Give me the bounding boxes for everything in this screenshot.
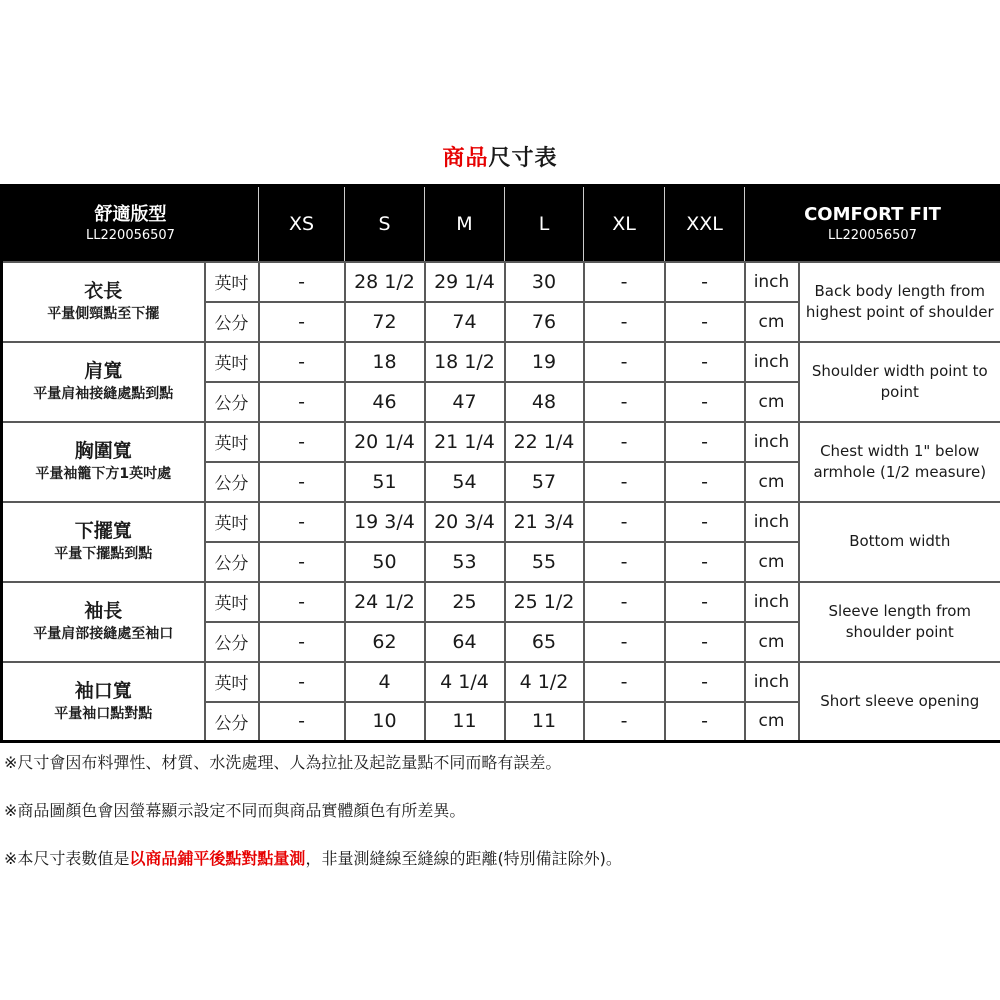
- value-cell: -: [584, 582, 665, 622]
- row-chest-width-inch: [2, 422, 1000, 462]
- value-cell: 50: [345, 542, 425, 582]
- footnote-text: ，非量測縫線至縫線的距離(特別備註除外)。: [305, 849, 622, 868]
- unit-inch-en: inch: [745, 662, 799, 702]
- fit-code-en: LL220056507: [828, 227, 917, 243]
- header-size-s: S: [345, 186, 425, 262]
- value-cell: -: [584, 502, 665, 542]
- value-cell: 4 1/4: [425, 662, 505, 702]
- value-cell: 20 1/4: [345, 422, 425, 462]
- measure-bottom-width-label-cell: [2, 502, 205, 582]
- value-cell: -: [665, 302, 745, 342]
- value-cell: -: [259, 342, 345, 382]
- value-cell: 10: [345, 702, 425, 742]
- measure-name: 衣長: [84, 280, 123, 302]
- measure-name: 肩寬: [84, 360, 123, 382]
- unit-inch-zh: 英吋: [205, 582, 259, 622]
- measure-description: Bottom width: [799, 502, 1000, 582]
- row-sleeve-opening-inch: [2, 662, 1000, 702]
- unit-cm-zh: 公分: [205, 382, 259, 422]
- value-cell: -: [665, 662, 745, 702]
- value-cell: 51: [345, 462, 425, 502]
- measure-description: Sleeve length from shoulder point: [799, 582, 1000, 662]
- value-cell: -: [665, 342, 745, 382]
- value-cell: 19 3/4: [345, 502, 425, 542]
- unit-inch-en: inch: [745, 422, 799, 462]
- value-cell: 57: [505, 462, 584, 502]
- measure-name: 胸圍寬: [74, 440, 132, 462]
- footnote-text: ※尺寸會因布料彈性、材質、水洗處理、人為拉扯及起訖量點不同而略有誤差。: [4, 753, 562, 772]
- value-cell: 74: [425, 302, 505, 342]
- value-cell: 25: [425, 582, 505, 622]
- value-cell: -: [259, 382, 345, 422]
- row-sleeve-length-inch: [2, 582, 1000, 622]
- unit-inch-en: inch: [745, 342, 799, 382]
- value-cell: 48: [505, 382, 584, 422]
- measure-sublabel: 平量側頸點至下擺: [47, 306, 160, 322]
- measure-sleeve-length-label-cell: [2, 582, 205, 662]
- unit-cm-en: cm: [745, 302, 799, 342]
- footnotes: [0, 743, 1000, 868]
- value-cell: -: [584, 622, 665, 662]
- value-cell: 53: [425, 542, 505, 582]
- value-cell: -: [665, 462, 745, 502]
- value-cell: -: [665, 702, 745, 742]
- value-cell: -: [584, 342, 665, 382]
- value-cell: -: [665, 502, 745, 542]
- value-cell: 54: [425, 462, 505, 502]
- value-cell: 28 1/2: [345, 262, 425, 302]
- value-cell: 24 1/2: [345, 582, 425, 622]
- value-cell: -: [665, 622, 745, 662]
- value-cell: 55: [505, 542, 584, 582]
- value-cell: 76: [505, 302, 584, 342]
- size-table-header-row: [2, 186, 1000, 262]
- value-cell: 11: [505, 702, 584, 742]
- unit-cm-zh: 公分: [205, 622, 259, 662]
- value-cell: -: [259, 462, 345, 502]
- value-cell: -: [665, 382, 745, 422]
- measure-description: Short sleeve opening: [799, 662, 1000, 742]
- value-cell: 65: [505, 622, 584, 662]
- measure-sublabel: 平量肩袖接縫處點到點: [33, 386, 174, 402]
- unit-inch-zh: 英吋: [205, 662, 259, 702]
- value-cell: 21 1/4: [425, 422, 505, 462]
- measure-description: Shoulder width point to point: [799, 342, 1000, 422]
- measure-name: 袖長: [84, 600, 123, 622]
- value-cell: 72: [345, 302, 425, 342]
- footnote-color-difference: [4, 801, 996, 820]
- footnote-tolerance: [4, 753, 996, 772]
- value-cell: -: [259, 582, 345, 622]
- value-cell: -: [584, 262, 665, 302]
- measure-sublabel: 平量袖籠下方1英吋處: [35, 466, 172, 482]
- header-size-l: L: [505, 186, 584, 262]
- unit-inch-zh: 英吋: [205, 342, 259, 382]
- value-cell: 4 1/2: [505, 662, 584, 702]
- header-fit-en-cell: [745, 186, 1000, 262]
- unit-inch-zh: 英吋: [205, 262, 259, 302]
- value-cell: -: [259, 702, 345, 742]
- header-size-m: M: [425, 186, 505, 262]
- measure-name: 下擺寬: [74, 520, 132, 542]
- row-shoulder-width-inch: [2, 342, 1000, 382]
- header-size-xxl: XXL: [665, 186, 745, 262]
- unit-cm-en: cm: [745, 622, 799, 662]
- footnote-measure-method: [4, 849, 996, 868]
- value-cell: -: [584, 302, 665, 342]
- page-title-highlight: 商品: [442, 146, 489, 171]
- unit-cm-en: cm: [745, 542, 799, 582]
- size-table: [0, 184, 1000, 743]
- value-cell: 29 1/4: [425, 262, 505, 302]
- measure-shoulder-width-label-cell: [2, 342, 205, 422]
- unit-cm-en: cm: [745, 702, 799, 742]
- value-cell: -: [259, 262, 345, 302]
- footnote-highlight: 以商品鋪平後點對點量測: [129, 849, 306, 868]
- value-cell: -: [259, 502, 345, 542]
- measure-description: Chest width 1" below armhole (1/2 measure): [799, 422, 1000, 502]
- unit-cm-zh: 公分: [205, 702, 259, 742]
- value-cell: -: [584, 462, 665, 502]
- value-cell: -: [259, 622, 345, 662]
- value-cell: 22 1/4: [505, 422, 584, 462]
- header-size-xl: XL: [584, 186, 665, 262]
- page-title: [0, 0, 1000, 172]
- unit-inch-en: inch: [745, 502, 799, 542]
- value-cell: 30: [505, 262, 584, 302]
- unit-cm-en: cm: [745, 462, 799, 502]
- value-cell: 20 3/4: [425, 502, 505, 542]
- unit-inch-zh: 英吋: [205, 422, 259, 462]
- measure-description: Back body length from highest point of shoulder: [799, 262, 1000, 342]
- value-cell: 4: [345, 662, 425, 702]
- unit-inch-zh: 英吋: [205, 502, 259, 542]
- value-cell: 46: [345, 382, 425, 422]
- value-cell: 62: [345, 622, 425, 662]
- value-cell: 47: [425, 382, 505, 422]
- value-cell: 18 1/2: [425, 342, 505, 382]
- measure-sublabel: 平量肩部接縫處至袖口: [33, 626, 174, 642]
- measure-sleeve-opening-label-cell: [2, 662, 205, 742]
- value-cell: 25 1/2: [505, 582, 584, 622]
- unit-cm-zh: 公分: [205, 542, 259, 582]
- unit-inch-en: inch: [745, 582, 799, 622]
- measure-body-length-label-cell: [2, 262, 205, 342]
- row-body-length-inch: [2, 262, 1000, 302]
- measure-sublabel: 平量下擺點到點: [54, 546, 153, 562]
- page-title-rest: 尺寸表: [488, 146, 558, 171]
- row-bottom-width-inch: [2, 502, 1000, 542]
- value-cell: -: [584, 542, 665, 582]
- value-cell: -: [259, 662, 345, 702]
- unit-cm-zh: 公分: [205, 462, 259, 502]
- value-cell: -: [584, 662, 665, 702]
- value-cell: -: [665, 262, 745, 302]
- header-fit-zh-cell: [2, 186, 259, 262]
- value-cell: -: [665, 542, 745, 582]
- value-cell: -: [259, 542, 345, 582]
- fit-name-en: COMFORT FIT: [804, 203, 941, 225]
- value-cell: -: [259, 302, 345, 342]
- measure-chest-width-label-cell: [2, 422, 205, 502]
- fit-code-zh: LL220056507: [86, 227, 175, 243]
- unit-cm-zh: 公分: [205, 302, 259, 342]
- fit-name-zh: 舒適版型: [94, 203, 167, 225]
- measure-name: 袖口寬: [74, 679, 132, 702]
- value-cell: -: [665, 582, 745, 622]
- footnote-text: ※商品圖顏色會因螢幕顯示設定不同而與商品實體顏色有所差異。: [4, 801, 466, 820]
- value-cell: 21 3/4: [505, 502, 584, 542]
- value-cell: -: [584, 422, 665, 462]
- value-cell: -: [665, 422, 745, 462]
- value-cell: -: [584, 382, 665, 422]
- value-cell: 11: [425, 702, 505, 742]
- measure-sublabel: 平量袖口點對點: [54, 705, 153, 722]
- unit-inch-en: inch: [745, 262, 799, 302]
- value-cell: 64: [425, 622, 505, 662]
- value-cell: 18: [345, 342, 425, 382]
- header-size-xs: XS: [259, 186, 345, 262]
- footnote-text: ※本尺寸表數值是: [4, 849, 130, 868]
- value-cell: 19: [505, 342, 584, 382]
- unit-cm-en: cm: [745, 382, 799, 422]
- value-cell: -: [584, 702, 665, 742]
- value-cell: -: [259, 422, 345, 462]
